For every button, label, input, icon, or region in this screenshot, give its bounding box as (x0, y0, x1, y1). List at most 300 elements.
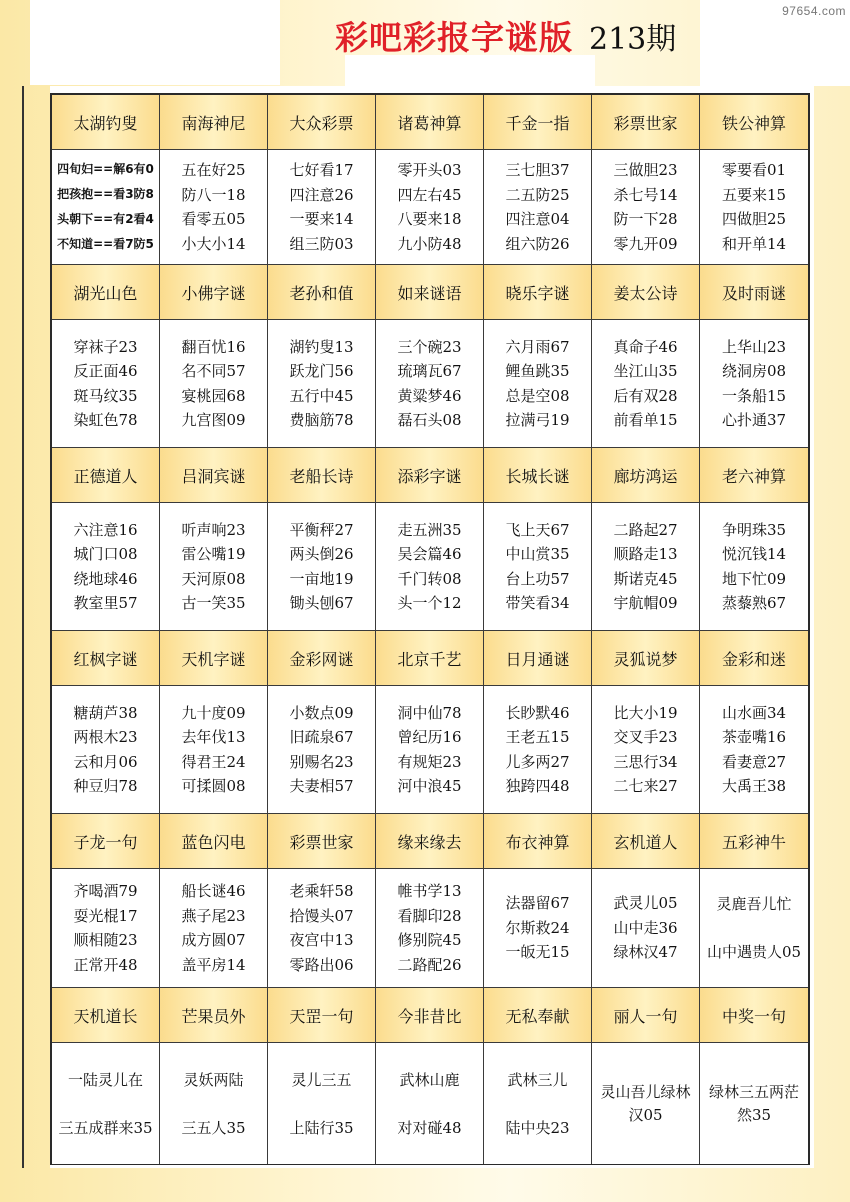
riddle-line: 王老五15 (505, 728, 570, 746)
header-label: 湖光山色 (73, 283, 138, 303)
riddle-line: 得君王24 (181, 752, 246, 771)
riddle-line: 后有双28 (613, 386, 678, 405)
riddle-line: 四注意04 (505, 210, 570, 228)
riddle-line: 一皈无15 (505, 943, 570, 962)
riddle-line: 一亩地19 (289, 569, 354, 588)
header-label: 五彩神牛 (721, 832, 786, 852)
riddle-cell (52, 320, 160, 448)
riddle-line: 曾纪历16 (397, 728, 462, 746)
riddle-line: 穿袜子23 (73, 337, 138, 356)
riddle-line: 山中走36 (613, 918, 678, 937)
riddle-line: 九宫图09 (181, 411, 246, 429)
riddle-line: 前看单15 (613, 411, 678, 429)
column-header (484, 448, 592, 503)
riddle-line: 二五防25 (505, 185, 570, 204)
riddle-line: 总是空08 (505, 386, 570, 405)
column-header (160, 448, 268, 503)
riddle-cell (376, 686, 484, 814)
riddle-lines (613, 701, 677, 799)
riddle-line: 五要来15 (721, 185, 787, 204)
column-header (52, 814, 160, 869)
header-label: 彩票世家 (289, 832, 354, 852)
riddle-lines (181, 1068, 245, 1140)
riddle-cell (376, 869, 484, 988)
riddle-cell (268, 320, 376, 448)
riddle-line: 城门口08 (73, 545, 138, 563)
riddle-cell (52, 503, 160, 631)
riddle-line: 蒸藜熟67 (721, 594, 787, 612)
riddle-line: 武林三儿 (507, 1070, 568, 1089)
header-label: 北京千艺 (397, 649, 462, 669)
riddle-line: 六月雨67 (505, 337, 570, 356)
riddle-line: 杀七号14 (613, 185, 678, 204)
riddle-line: 磊石头08 (397, 411, 462, 429)
riddle-line: 上陆行35 (289, 1118, 354, 1137)
riddle-line: 顺相随23 (73, 931, 138, 949)
riddle-line: 鲤鱼跳35 (505, 362, 570, 380)
riddle-lines (289, 1068, 353, 1140)
riddle-cell (268, 686, 376, 814)
riddle-line: 防八一18 (181, 185, 246, 204)
riddle-line: 山水画34 (721, 703, 787, 722)
riddle-line: 成方圆07 (181, 931, 246, 949)
riddle-line: 平衡秤27 (289, 520, 354, 539)
riddle-line: 走五洲35 (397, 520, 462, 539)
riddle-lines (289, 518, 353, 616)
header-label: 太湖钓叟 (73, 113, 138, 133)
riddle-line: 老乘轩58 (289, 882, 354, 900)
column-header (592, 631, 700, 686)
riddle-line: 耍光棍17 (73, 906, 138, 925)
riddle-cell (592, 1043, 700, 1164)
riddle-lines (181, 335, 245, 433)
riddle-line: 组六防26 (505, 234, 570, 253)
header-label: 正德道人 (73, 466, 138, 486)
riddle-line: 武林山鹿 (399, 1070, 460, 1089)
header-label: 布衣神算 (505, 832, 570, 852)
riddle-line: 雷公嘴19 (181, 545, 246, 563)
riddle-cell (700, 1043, 808, 1164)
riddle-line: 两头倒26 (289, 545, 354, 563)
riddle-line: 大禹王38 (721, 777, 787, 795)
riddle-line: 琉璃瓦67 (397, 362, 462, 380)
riddle-cell (700, 503, 808, 631)
riddle-line: 五行中45 (289, 386, 354, 405)
riddle-line: 灵山吾儿绿林汉05 (600, 1082, 691, 1124)
riddle-cell (700, 320, 808, 448)
column-header (700, 988, 808, 1043)
riddle-line: 燕子尾23 (181, 906, 246, 925)
column-header (268, 814, 376, 869)
riddle-line: 防一下28 (613, 210, 678, 228)
column-header (376, 448, 484, 503)
riddle-line: 两根木23 (73, 728, 138, 746)
column-header (700, 814, 808, 869)
riddle-cell (484, 869, 592, 988)
riddle-line: 八要来18 (397, 210, 462, 228)
column-header (160, 95, 268, 150)
riddle-line: 独跨四48 (505, 777, 570, 795)
riddle-line: 帷书学13 (397, 882, 462, 900)
riddle-cell (268, 869, 376, 988)
riddle-line: 四左右45 (397, 185, 462, 204)
riddle-line: 茶壶嘴16 (721, 728, 787, 746)
riddle-lines (289, 879, 353, 977)
riddle-cell (376, 1043, 484, 1164)
riddle-line: 四旬妇==解6有0 (57, 162, 154, 176)
riddle-line: 台上功57 (505, 569, 570, 588)
riddle-line: 长眇默46 (505, 703, 570, 722)
column-header (52, 631, 160, 686)
riddle-lines (505, 701, 569, 799)
riddle-cell (160, 686, 268, 814)
riddle-line: 看妻意27 (721, 752, 787, 771)
riddle-line: 头朝下==有2看4 (57, 212, 154, 226)
riddle-line: 糖葫芦38 (73, 703, 138, 722)
column-header (592, 448, 700, 503)
header-label: 天罡一句 (289, 1006, 354, 1026)
header-label: 无私奉献 (505, 1006, 570, 1026)
riddle-cell (592, 686, 700, 814)
riddle-table (50, 93, 810, 1165)
header-label: 及时雨谜 (721, 283, 786, 303)
riddle-line: 灵妖两陆 (183, 1070, 244, 1089)
riddle-lines (704, 1081, 804, 1127)
riddle-lines (397, 518, 461, 616)
riddle-line: 比大小19 (613, 703, 678, 722)
riddle-line: 把孩抱==看3防8 (57, 187, 154, 201)
riddle-line: 尔斯救24 (505, 918, 570, 937)
column-header (160, 988, 268, 1043)
riddle-cell (376, 150, 484, 265)
riddle-line: 名不同57 (181, 362, 246, 380)
riddle-line: 不知道==看7防5 (57, 237, 154, 251)
riddle-line: 可揉圆08 (181, 777, 246, 795)
riddle-line: 绿林三五两茫然35 (708, 1082, 799, 1124)
riddle-cell (376, 503, 484, 631)
riddle-cell (592, 503, 700, 631)
header-label: 玄机道人 (613, 832, 678, 852)
riddle-line: 心扑通37 (721, 411, 787, 429)
header-label: 如来谜语 (397, 283, 462, 303)
riddle-line: 陆中央23 (505, 1118, 570, 1137)
riddle-line: 灵鹿吾儿忙 (716, 895, 792, 913)
header-label: 今非昔比 (397, 1006, 462, 1026)
riddle-line: 儿多两27 (505, 752, 570, 771)
column-header (52, 988, 160, 1043)
riddle-line: 头一个12 (397, 594, 462, 612)
riddle-cell (484, 1043, 592, 1164)
column-header (484, 95, 592, 150)
riddle-lines (505, 1068, 569, 1140)
riddle-cell (52, 869, 160, 988)
riddle-lines (73, 701, 137, 799)
riddle-cell (592, 320, 700, 448)
riddle-lines (722, 335, 786, 433)
riddle-line: 正常开48 (73, 955, 138, 974)
riddle-line: 小数点09 (289, 703, 354, 722)
riddle-lines (707, 892, 801, 964)
riddle-cell (484, 686, 592, 814)
riddle-cell (700, 686, 808, 814)
column-header (160, 814, 268, 869)
riddle-line: 零开头03 (397, 161, 462, 179)
header-label: 金彩和迷 (721, 649, 786, 669)
riddle-line: 真命子46 (613, 337, 678, 356)
header-label: 姜太公诗 (613, 283, 678, 303)
riddle-cell (52, 1043, 160, 1164)
header-label: 添彩字谜 (397, 466, 462, 486)
riddle-line: 宴桃园68 (181, 386, 246, 405)
header-label: 廊坊鸿运 (613, 466, 678, 486)
riddle-lines (505, 518, 569, 616)
column-header (484, 988, 592, 1043)
column-header (268, 95, 376, 150)
riddle-line: 拾馒头07 (289, 906, 354, 925)
site-watermark: 97654.com (782, 4, 846, 18)
header-label: 老六神算 (721, 466, 786, 486)
header-label: 老孙和值 (289, 283, 354, 303)
riddle-cell (160, 320, 268, 448)
riddle-line: 三七胆37 (505, 161, 570, 179)
riddle-line: 旧疏泉67 (289, 728, 354, 746)
riddle-line: 河中浪45 (397, 777, 462, 795)
riddle-line: 二路起27 (613, 520, 678, 539)
riddle-lines (397, 158, 461, 256)
riddle-line: 三做胆23 (613, 161, 678, 179)
riddle-line: 反正面46 (73, 362, 138, 380)
riddle-line: 三思行34 (613, 752, 678, 771)
riddle-line: 五在好25 (181, 161, 246, 179)
riddle-lines (181, 701, 245, 799)
riddle-line: 三个碗23 (397, 337, 462, 356)
riddle-cell (160, 869, 268, 988)
riddle-lines (181, 879, 245, 977)
header-label: 丽人一句 (613, 1006, 678, 1026)
column-header (160, 265, 268, 320)
column-header (52, 95, 160, 150)
riddle-line: 盖平房14 (181, 955, 246, 974)
riddle-lines (397, 1068, 461, 1140)
header-label: 彩票世家 (613, 113, 678, 133)
riddle-line: 三五人35 (181, 1118, 246, 1137)
riddle-line: 船长谜46 (181, 882, 246, 900)
riddle-lines (722, 518, 786, 616)
riddle-lines (722, 158, 786, 256)
column-header (268, 448, 376, 503)
column-header (376, 265, 484, 320)
page-edge-line (22, 86, 24, 1168)
riddle-lines (57, 157, 154, 257)
riddle-line: 一要来14 (289, 210, 354, 228)
header-label: 大众彩票 (289, 113, 354, 133)
riddle-line: 种豆归78 (73, 777, 138, 795)
riddle-cell (268, 1043, 376, 1164)
header-label: 千金一指 (505, 113, 570, 133)
header-label: 诸葛神算 (397, 113, 462, 133)
riddle-line: 齐喝酒79 (73, 882, 138, 900)
header-label: 芒果员外 (181, 1006, 246, 1026)
column-header (52, 265, 160, 320)
riddle-cell (700, 869, 808, 988)
riddle-line: 斯诺克45 (613, 569, 678, 588)
header-label: 老船长诗 (289, 466, 354, 486)
riddle-line: 小大小14 (181, 234, 246, 253)
riddle-lines (397, 701, 461, 799)
riddle-cell (484, 320, 592, 448)
riddle-lines (289, 701, 353, 799)
riddle-line: 悦沉钱14 (721, 545, 787, 563)
column-header (592, 265, 700, 320)
riddle-line: 九十度09 (181, 703, 246, 722)
riddle-cell (484, 150, 592, 265)
riddle-line: 三五成群来35 (58, 1118, 153, 1137)
riddle-cell (592, 150, 700, 265)
column-header (52, 448, 160, 503)
riddle-line: 交叉手23 (613, 728, 678, 746)
riddle-lines (613, 158, 677, 256)
riddle-line: 武灵儿05 (613, 894, 678, 913)
riddle-line: 组三防03 (289, 234, 354, 253)
column-header (268, 988, 376, 1043)
column-header (592, 988, 700, 1043)
header-label: 子龙一句 (73, 832, 138, 852)
column-header (592, 95, 700, 150)
riddle-cell (160, 1043, 268, 1164)
riddle-lines (613, 891, 677, 965)
riddle-lines (181, 158, 245, 256)
riddle-line: 带笑看34 (505, 594, 570, 612)
riddle-line: 地下忙09 (721, 569, 787, 588)
riddle-line: 看零五05 (181, 210, 246, 228)
column-header (376, 95, 484, 150)
watermark-patch-left (30, 0, 280, 85)
riddle-line: 费脑筋78 (289, 411, 354, 429)
riddle-line: 教室里57 (73, 594, 138, 612)
column-header (484, 265, 592, 320)
riddle-line: 跃龙门56 (289, 362, 354, 380)
riddle-line: 上华山23 (721, 337, 787, 356)
riddle-line: 飞上天67 (505, 520, 570, 539)
riddle-line: 绕洞房08 (721, 362, 787, 380)
riddle-line: 有规矩23 (397, 752, 462, 771)
column-header (700, 631, 808, 686)
riddle-line: 中山赏35 (505, 545, 570, 563)
riddle-line: 对对碰48 (397, 1118, 462, 1137)
riddle-line: 千门转08 (397, 569, 462, 588)
riddle-line: 零九开09 (613, 234, 678, 253)
watermark-patch-center (345, 55, 595, 87)
riddle-line: 拉满弓19 (505, 411, 570, 429)
column-header (268, 265, 376, 320)
riddle-line: 山中遇贵人05 (706, 943, 802, 961)
riddle-grid (52, 95, 808, 1163)
riddle-lines (613, 518, 677, 616)
riddle-line: 黄粱梦46 (397, 386, 462, 405)
riddle-line: 坐江山35 (613, 362, 678, 380)
riddle-cell (700, 150, 808, 265)
riddle-line: 二七来27 (613, 777, 678, 795)
riddle-line: 绿林汉47 (613, 943, 678, 962)
riddle-lines (505, 335, 569, 433)
column-header (700, 95, 808, 150)
header-label: 红枫字谜 (73, 649, 138, 669)
riddle-lines (73, 879, 137, 977)
riddle-cell (376, 320, 484, 448)
header-label: 小佛字谜 (181, 283, 246, 303)
column-header (700, 265, 808, 320)
issue-number: 213期 (589, 22, 677, 57)
riddle-line: 顺路走13 (613, 545, 678, 563)
header-label: 金彩网谜 (289, 649, 354, 669)
header-label: 天机字谜 (181, 649, 246, 669)
riddle-lines (613, 335, 677, 433)
riddle-cell (160, 150, 268, 265)
riddle-line: 绕地球46 (73, 569, 138, 588)
riddle-line: 吴会篇46 (397, 545, 462, 563)
riddle-line: 翻百忧16 (181, 337, 246, 356)
riddle-lines (181, 518, 245, 616)
riddle-line: 一陆灵儿在 (67, 1070, 143, 1089)
riddle-line: 零路出06 (289, 955, 354, 974)
riddle-line: 云和月06 (73, 752, 138, 771)
header-label: 吕洞宾谜 (181, 466, 246, 486)
riddle-lines (505, 158, 569, 256)
riddle-line: 染虹色78 (73, 411, 138, 429)
riddle-line: 二路配26 (397, 955, 462, 974)
column-header (484, 631, 592, 686)
riddle-lines (289, 158, 353, 256)
riddle-lines (58, 1068, 152, 1140)
riddle-line: 看脚印28 (397, 906, 462, 925)
column-header (592, 814, 700, 869)
column-header (268, 631, 376, 686)
header-label: 长城长谜 (505, 466, 570, 486)
riddle-line: 法器留67 (505, 894, 570, 913)
riddle-line: 四注意26 (289, 185, 354, 204)
riddle-lines (722, 701, 786, 799)
riddle-line: 去年伐13 (181, 728, 246, 746)
header-label: 日月通谜 (505, 649, 570, 669)
column-header (376, 814, 484, 869)
riddle-line: 锄头刨67 (289, 594, 354, 612)
riddle-line: 洞中仙78 (397, 703, 462, 722)
riddle-cell (484, 503, 592, 631)
riddle-line: 天河原08 (181, 569, 246, 588)
riddle-line: 修别院45 (397, 931, 462, 949)
riddle-line: 宇航帽09 (613, 594, 678, 612)
riddle-line: 九小防48 (397, 234, 462, 253)
column-header (376, 631, 484, 686)
header-label: 铁公神算 (721, 113, 786, 133)
riddle-line: 和开单14 (721, 234, 787, 253)
riddle-line: 一条船15 (721, 386, 787, 405)
header-label: 缘来缘去 (397, 832, 462, 852)
riddle-line: 七好看17 (289, 161, 354, 179)
riddle-line: 听声响23 (181, 520, 246, 539)
riddle-cell (592, 869, 700, 988)
riddle-line: 零要看01 (721, 161, 787, 179)
riddle-line: 争明珠35 (721, 520, 787, 539)
riddle-lines (397, 879, 461, 977)
riddle-lines (73, 335, 137, 433)
column-header (484, 814, 592, 869)
column-header (376, 988, 484, 1043)
header-label: 中奖一句 (721, 1006, 786, 1026)
riddle-cell (52, 150, 160, 265)
riddle-lines (73, 518, 137, 616)
riddle-line: 古一笑35 (181, 594, 246, 612)
